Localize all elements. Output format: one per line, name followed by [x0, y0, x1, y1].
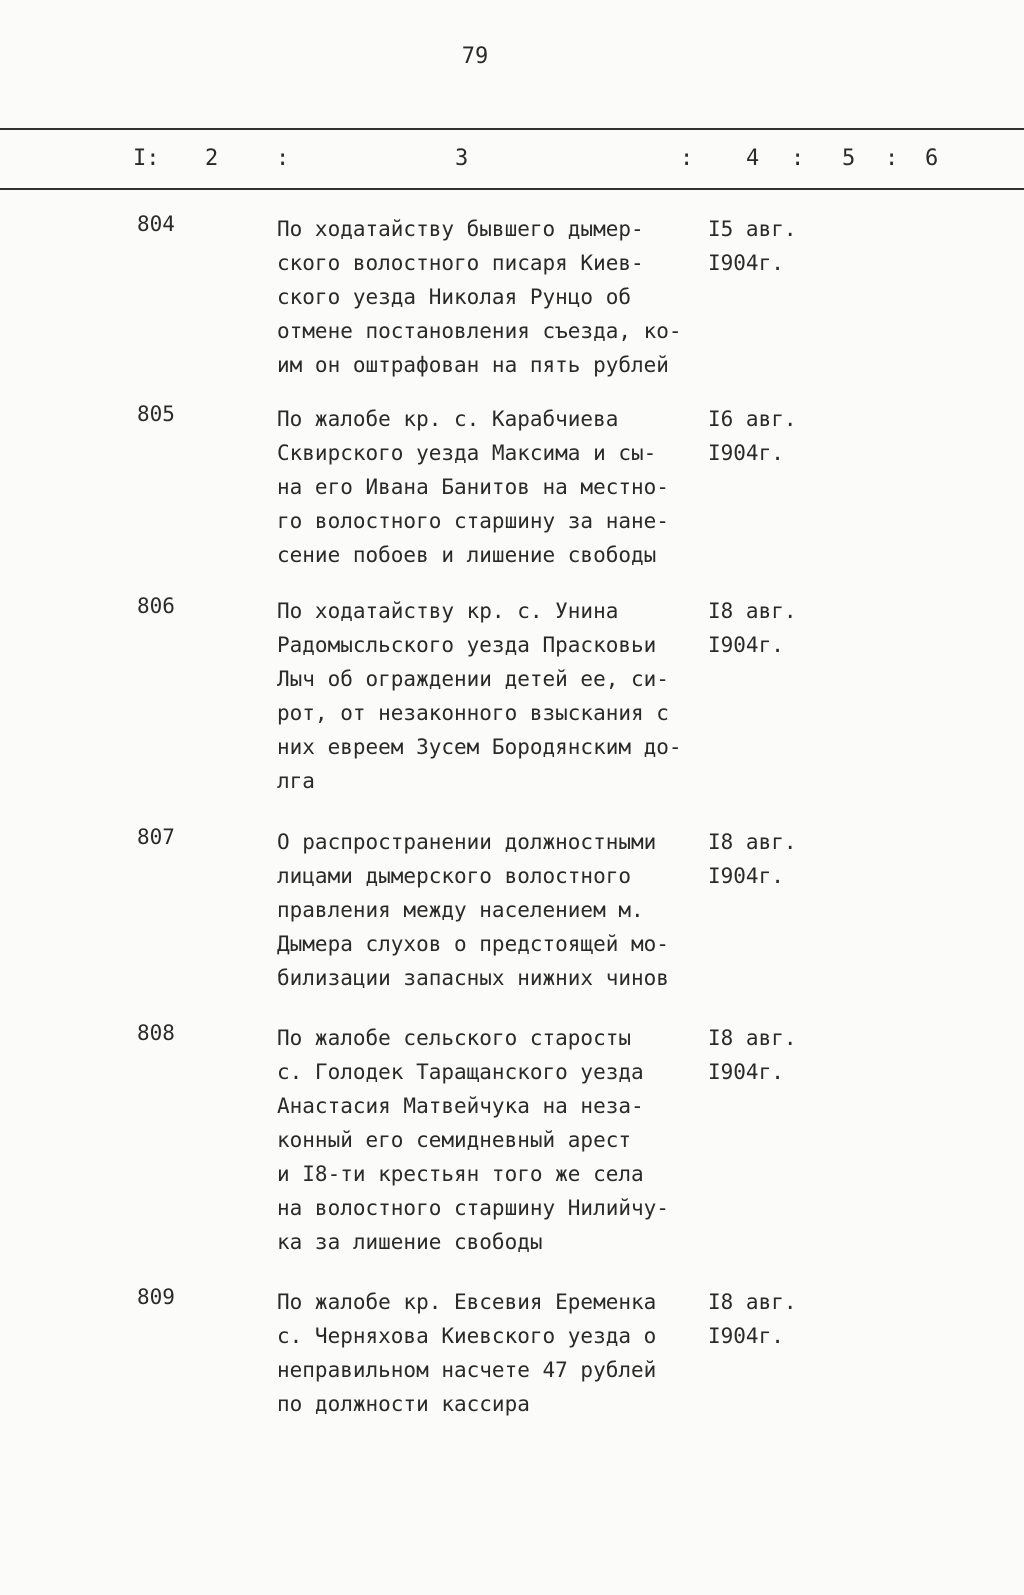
entry-text: По жалобе сельского старосты с. Голодек Таращанского уезда Анастасия Матвейчука на неза- конный его семидневный арест и I8-ти крестьян того же села на волостного старшину Нилийчу- ка за лишение свободы [277, 1026, 669, 1254]
column-header-6: 6 [925, 146, 939, 171]
column-header-1: I: [133, 146, 160, 171]
column-header-2: 2 [205, 146, 219, 171]
entry-text: По ходатайству бывшего дымер- ского волостного писаря Киев- ского уезда Николая Рунцо об отмене постановления съезда, ко- им он оштрафован на пять рублей [277, 217, 682, 377]
entry-text: По жалобе кр. с. Карабчиева Сквирского уезда Максима и сы- на его Ивана Банитов на местно- го волостного старшину за нане- сение побоев и лишение свободы [277, 407, 669, 567]
entry-number: 808 [137, 1021, 175, 1045]
column-header-4: 4 [746, 146, 760, 171]
header-rule-top [0, 128, 1024, 130]
entry-date: I6 авг. I904г. [708, 407, 797, 465]
entry-number: 805 [137, 402, 175, 426]
entry-text: О распространении должностными лицами дымерского волостного правления между населением м. Дымера слухов о предстоящей мо- билизации запасных нижних чинов [277, 830, 669, 990]
column-header-5: 5 [842, 146, 856, 171]
entry-date: I8 авг. I904г. [708, 599, 797, 657]
entry-date: I8 авг. I904г. [708, 1290, 797, 1348]
entry-number: 809 [137, 1285, 175, 1309]
page-number: 79 [461, 44, 489, 69]
entry-text: По ходатайству кр. с. Унина Радомысльского уезда Прасковьи Лыч об ограждении детей ее, си- рот, от незаконного взыскания с них евреем Зусем Бородянским до- лга [277, 599, 682, 793]
entry-number: 806 [137, 594, 175, 618]
entry-text: По жалобе кр. Евсевия Еременка с. Черняхова Киевского уезда о неправильном насчете 47 рублей по должности кассира [277, 1290, 657, 1416]
entry-date: I5 авг. I904г. [708, 217, 797, 275]
entry-date: I8 авг. I904г. [708, 1026, 797, 1084]
column-separator: : [276, 146, 290, 171]
header-rule-bottom [0, 188, 1024, 190]
column-separator: : [791, 146, 805, 171]
column-separator: : [680, 146, 694, 171]
entry-number: 804 [137, 212, 175, 236]
column-separator: : [885, 146, 899, 171]
column-header-3: 3 [455, 146, 469, 171]
entry-number: 807 [137, 825, 175, 849]
entry-date: I8 авг. I904г. [708, 830, 797, 888]
